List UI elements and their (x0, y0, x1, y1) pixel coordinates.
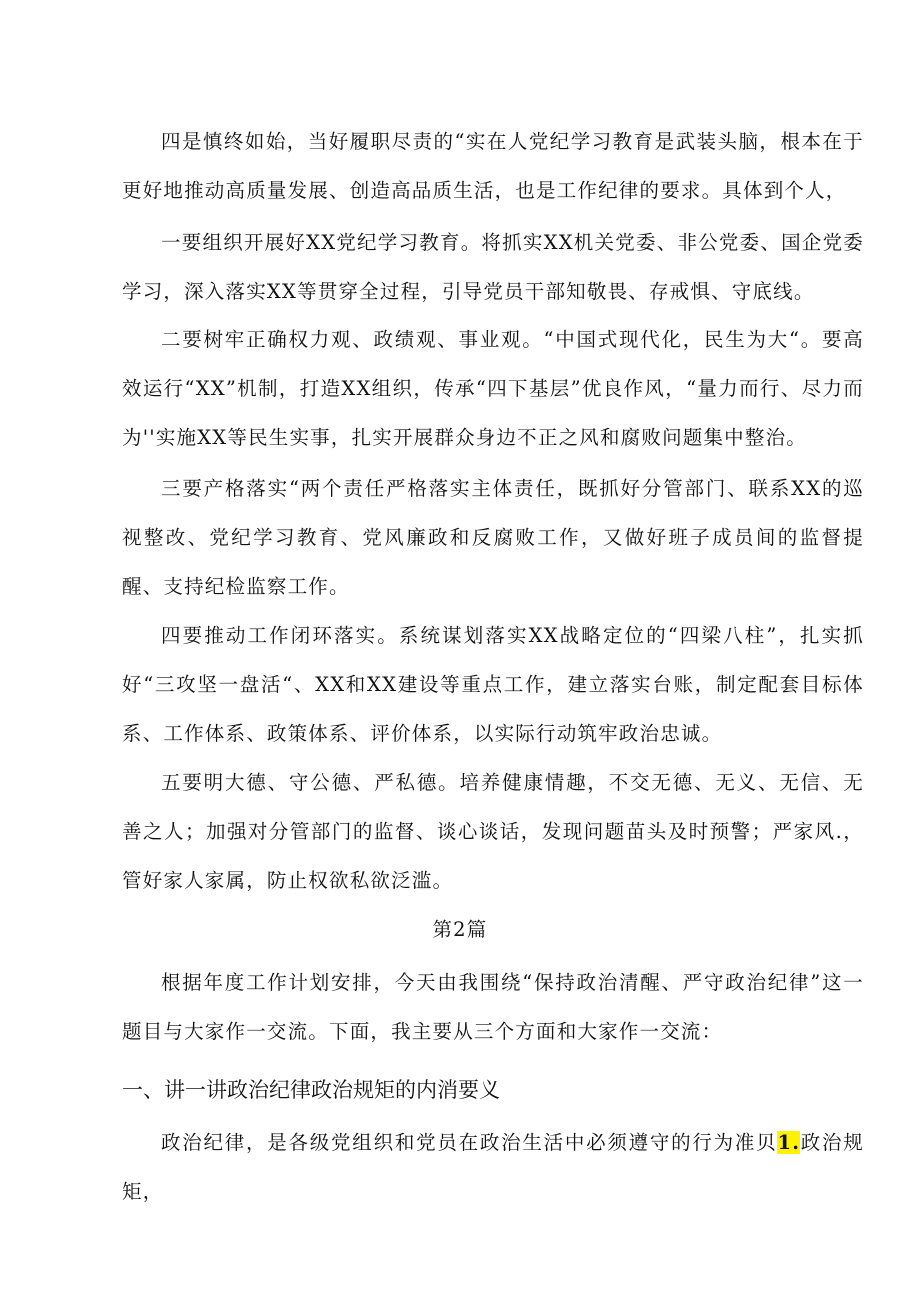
paragraph-4-responsibility: 四是慎终如始，当好履职尽责的“实在人党纪学习教育是武装头脑，根本在于更好地推动高质量发展、创造高品质生活，也是工作纪律的要求。具体到个人， (122, 130, 864, 202)
paragraph-political-discipline (122, 1118, 864, 1216)
chapter-title: 第2篇 (432, 918, 488, 941)
paragraph-two-responsibilities: 三要产格落实“两个责任严格落实主体责任，既抓好分管部门、联系XX的巡视整改、党纪学习教育、党风廉政和反腐败工作，又做好班子成员间的监督提醒、支持纪检监察工作。 (122, 477, 864, 598)
section-heading: 一、讲一讲政治纪律政治规矩的内消要义 (122, 1078, 500, 1102)
paragraph-closed-loop: 四要推动工作闭环落实。系统谋划落实XX战略定位的“四梁八柱”，扎实抓好“三攻坚一盘活“、XX和XX建设等重点工作，建立落实台账，制定配套目标体系、工作体系、政策体系、评价体系，以实际行动筑牢政治忠诚。 (122, 624, 864, 745)
paragraph-power-view: 二要树牢正确权力观、政绩观、事业观。“中国式现代化，民生为大“。要高效运行“XX”机制，打造XX组织，传承“四下基层”优良作风，“量力而行、尽力而为''实施XX等民生实事，扎实开展群众身边不正之风和腐败问题集中整治。 (122, 328, 864, 449)
paragraph-intro: 根据年度工作计划安排，今天由我围绕“保持政治清醒、严守政治纪律”这一题目与大家作一交流。下面，我主要从三个方面和大家作一交流： (122, 971, 864, 1043)
paragraph-organize-education: 一要组织开展好XX党纪学习教育。将抓实XX机关党委、非公党委、国企党委学习，深入落实XX等贯穿全过程，引导党员干部知敬畏、存戒惧、守底线。 (122, 231, 864, 303)
highlighted-number: 1. (777, 1131, 801, 1154)
paragraph-text-before: 政治纪律，是各级党组织和党员在政治生活中必须遵守的行为准贝 (161, 1131, 778, 1154)
paragraph-virtue: 五要明大德、守公德、严私德。培养健康情趣，不交无德、无义、无信、无善之人；加强对分管部门的监督、谈心谈话，发现问题苗头及时预警；严家风.，管好家人家属，防止权欲私欲泛滥。 (122, 771, 864, 892)
paragraph-text-after: 政治规矩， (122, 1131, 864, 1203)
